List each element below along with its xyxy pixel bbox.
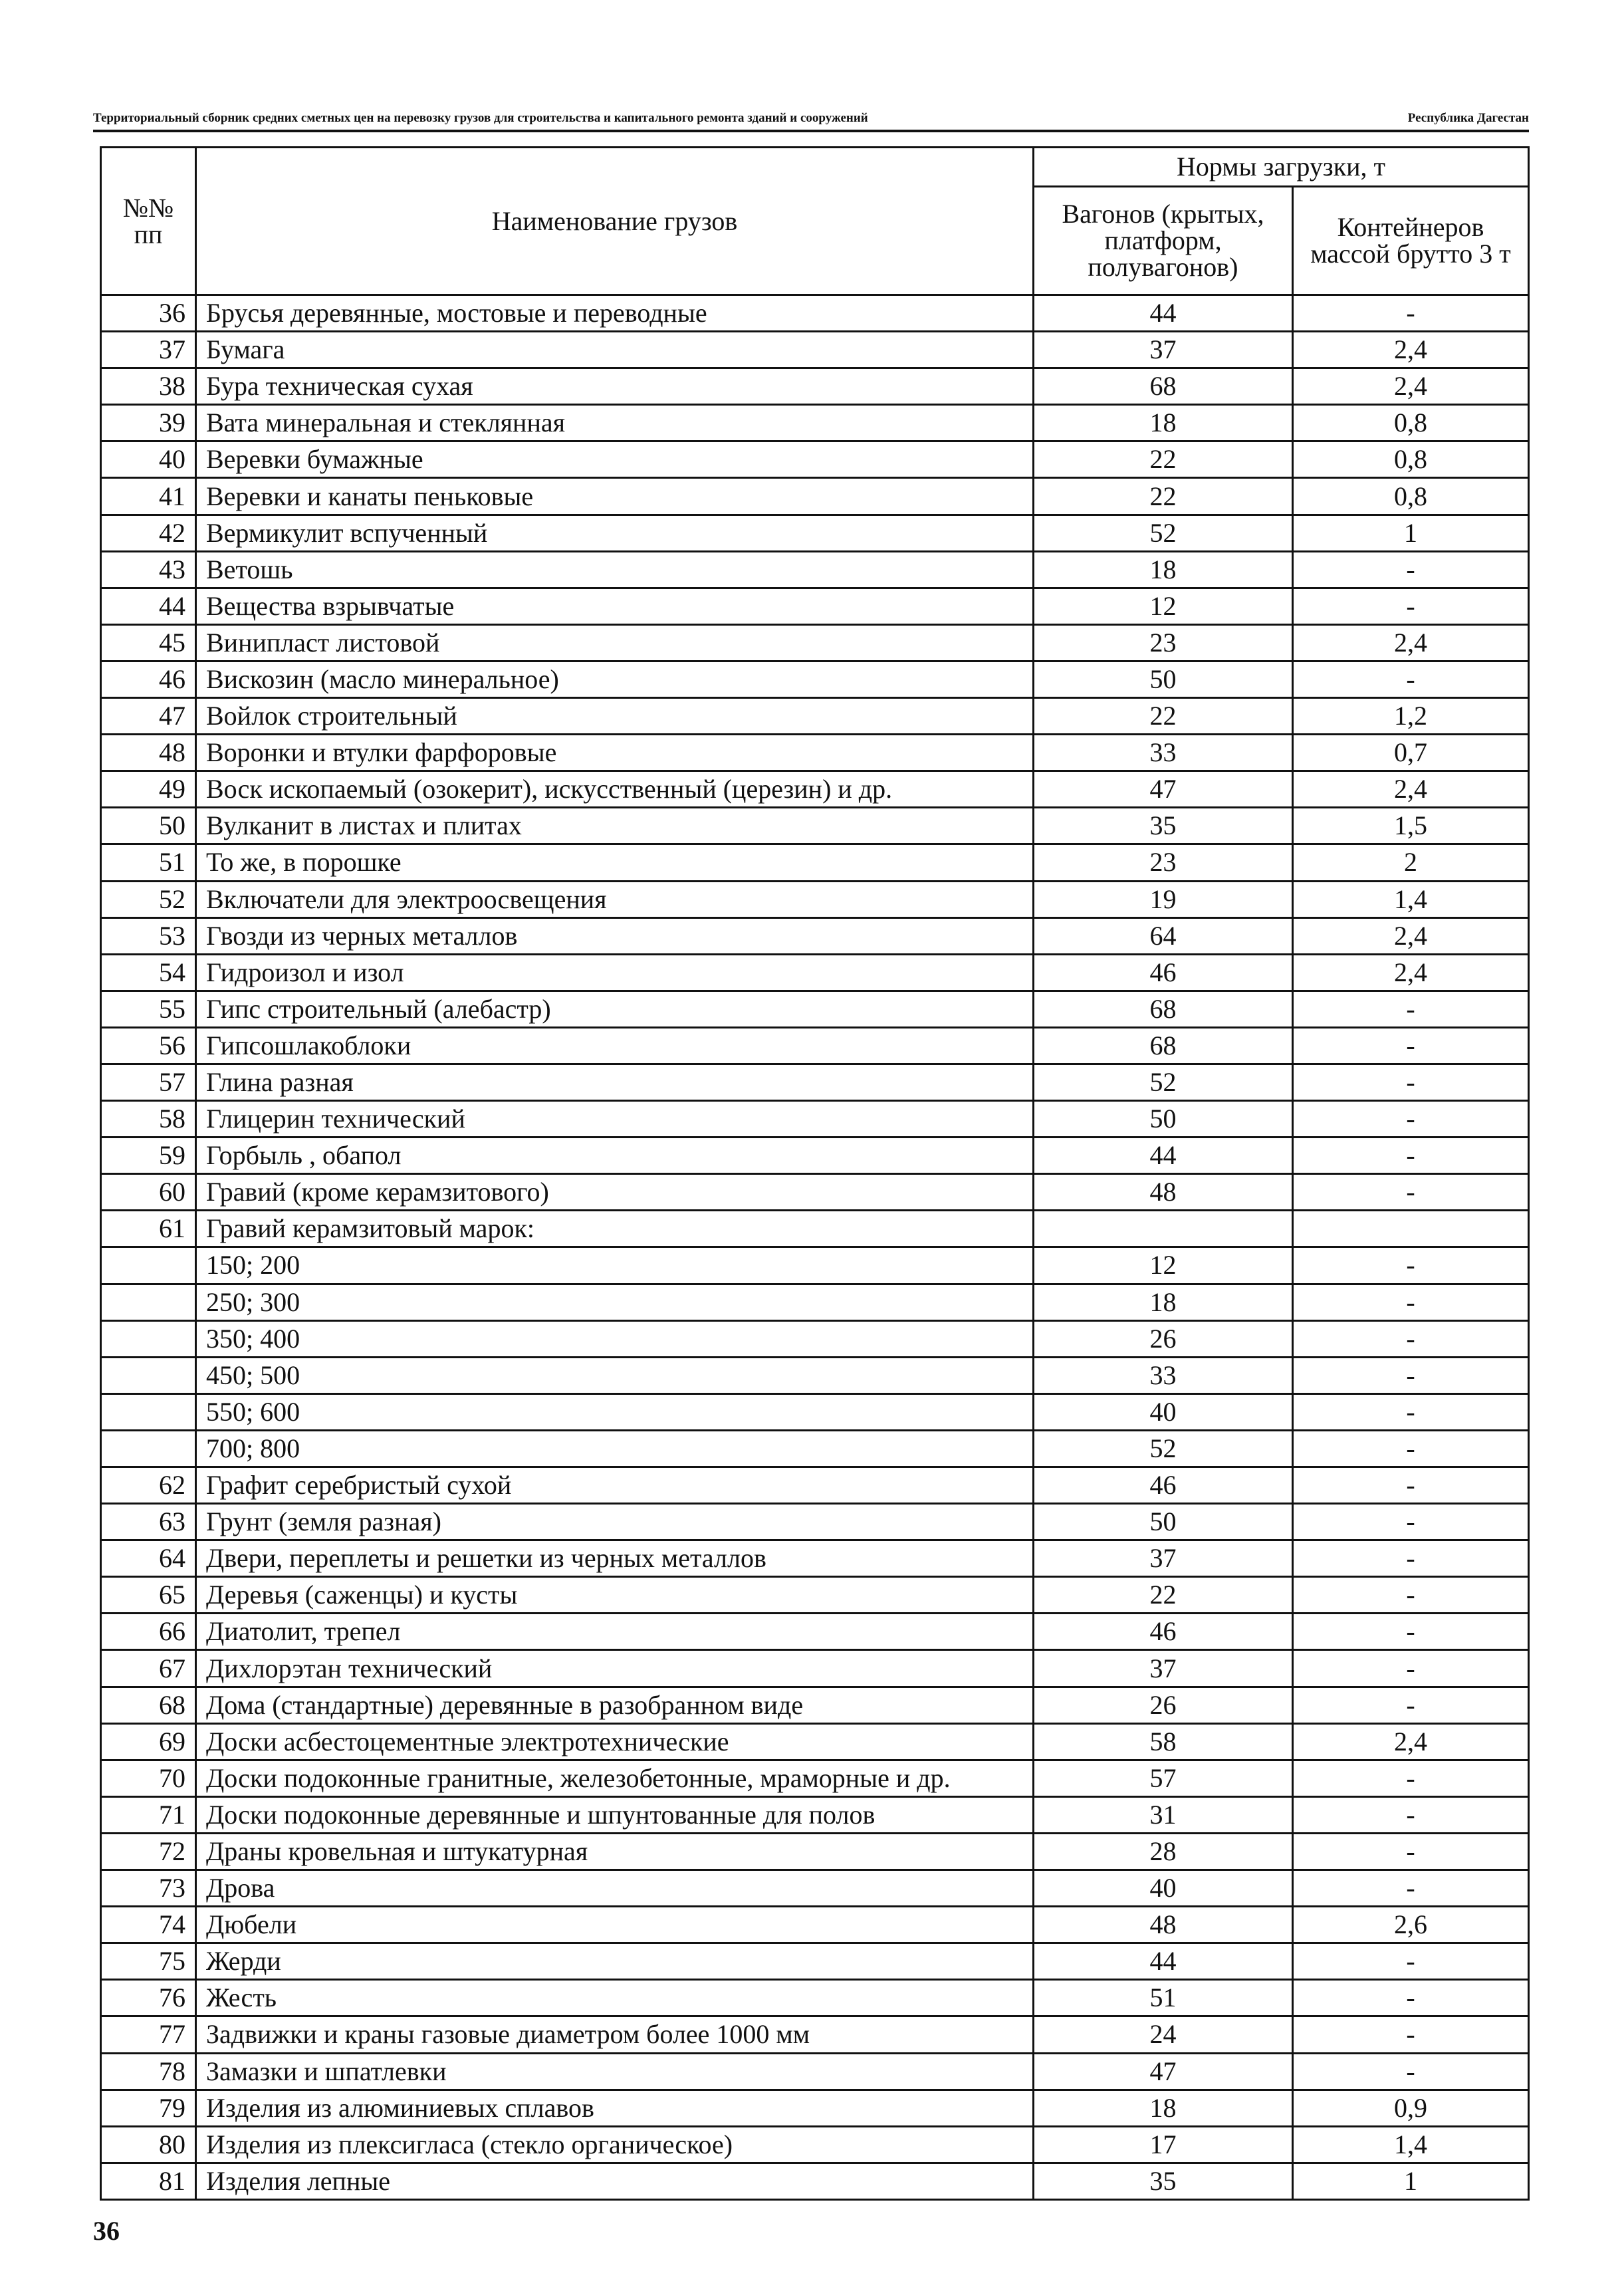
cargo-name-cell: 250; 300 xyxy=(196,1284,1034,1320)
row-number-cell: 70 xyxy=(101,1760,196,1796)
cargo-name-cell: 550; 600 xyxy=(196,1393,1034,1430)
row-number-cell: 60 xyxy=(101,1174,196,1211)
table-row xyxy=(101,698,1529,735)
wagon-norm-cell: 58 xyxy=(1034,1723,1293,1760)
container-norm-cell: 2,4 xyxy=(1293,624,1529,661)
wagon-norm-cell: 22 xyxy=(1034,1577,1293,1614)
container-norm-cell: - xyxy=(1293,991,1529,1027)
container-norm-cell: - xyxy=(1293,1796,1529,1833)
wagon-norm-cell: 22 xyxy=(1034,441,1293,478)
wagon-norm-cell: 48 xyxy=(1034,1174,1293,1211)
row-number-cell: 62 xyxy=(101,1467,196,1504)
table-row xyxy=(101,1687,1529,1723)
row-number-cell: 72 xyxy=(101,1833,196,1869)
container-norm-cell: 1,5 xyxy=(1293,808,1529,844)
cargo-name-cell: Войлок строительный xyxy=(196,698,1034,735)
cargo-name-cell: Доски асбестоцементные электротехнические xyxy=(196,1723,1034,1760)
row-number-cell: 64 xyxy=(101,1540,196,1577)
wagon-norm-cell: 33 xyxy=(1034,1357,1293,1393)
table-row xyxy=(101,2090,1529,2126)
table-row xyxy=(101,478,1529,515)
table-row xyxy=(101,808,1529,844)
cargo-name-cell: Воронки и втулки фарфоровые xyxy=(196,735,1034,771)
row-number-cell: 58 xyxy=(101,1101,196,1138)
container-norm-cell: - xyxy=(1293,1027,1529,1064)
cargo-name-cell: Веревки и канаты пеньковые xyxy=(196,478,1034,515)
wagon-norm-cell: 46 xyxy=(1034,1614,1293,1650)
table-row xyxy=(101,1614,1529,1650)
container-norm-cell: - xyxy=(1293,1980,1529,2016)
wagon-norm-cell: 37 xyxy=(1034,1540,1293,1577)
table-row xyxy=(101,588,1529,624)
container-norm-cell: 1 xyxy=(1293,2163,1529,2199)
cargo-name-cell: Ветошь xyxy=(196,551,1034,588)
cargo-name-cell: Гипсошлакоблоки xyxy=(196,1027,1034,1064)
wagon-norm-cell: 12 xyxy=(1034,588,1293,624)
container-norm-cell: - xyxy=(1293,1467,1529,1504)
container-norm-cell: - xyxy=(1293,1064,1529,1100)
cargo-name-cell: Графит серебристый сухой xyxy=(196,1467,1034,1504)
wagon-norm-cell xyxy=(1034,1211,1293,1247)
row-number-cell: 63 xyxy=(101,1504,196,1540)
container-norm-cell: - xyxy=(1293,1943,1529,1980)
wagon-norm-cell: 22 xyxy=(1034,698,1293,735)
row-number-cell: 68 xyxy=(101,1687,196,1723)
cargo-name-cell: Включатели для электроосвещения xyxy=(196,881,1034,917)
table-row xyxy=(101,1907,1529,1943)
row-number-cell: 50 xyxy=(101,808,196,844)
cargo-name-cell: Драны кровельная и штукатурная xyxy=(196,1833,1034,1869)
container-norm-cell: 0,7 xyxy=(1293,735,1529,771)
container-norm-cell: 2,4 xyxy=(1293,917,1529,954)
table-row xyxy=(101,1430,1529,1467)
row-number-cell xyxy=(101,1320,196,1357)
column-header-name: Наименование грузов xyxy=(196,148,1034,295)
cargo-name-cell: Воск ископаемый (озокерит), искусственный (церезин) и др. xyxy=(196,771,1034,808)
container-norm-cell: - xyxy=(1293,1320,1529,1357)
table-row xyxy=(101,1138,1529,1174)
container-norm-cell: 1,2 xyxy=(1293,698,1529,735)
table-row xyxy=(101,771,1529,808)
table-row xyxy=(101,624,1529,661)
cargo-name-cell: Доски подоконные гранитные, железобетонные, мраморные и др. xyxy=(196,1760,1034,1796)
table-row xyxy=(101,2126,1529,2163)
row-number-cell: 38 xyxy=(101,368,196,405)
row-number-cell: 61 xyxy=(101,1211,196,1247)
container-norm-cell: - xyxy=(1293,1357,1529,1393)
wagon-norm-cell: 37 xyxy=(1034,332,1293,368)
wagon-norm-cell: 37 xyxy=(1034,1650,1293,1687)
table-row xyxy=(101,1467,1529,1504)
wagon-norm-cell: 40 xyxy=(1034,1393,1293,1430)
table-row xyxy=(101,1943,1529,1980)
table-body xyxy=(101,295,1529,2200)
container-norm-cell: 2,4 xyxy=(1293,954,1529,991)
row-number-cell: 73 xyxy=(101,1870,196,1907)
table-row xyxy=(101,441,1529,478)
row-number-cell: 51 xyxy=(101,844,196,881)
row-number-cell: 76 xyxy=(101,1980,196,2016)
row-number-cell xyxy=(101,1393,196,1430)
row-number-cell: 59 xyxy=(101,1138,196,1174)
cargo-name-cell: Вулканит в листах и плитах xyxy=(196,808,1034,844)
container-norm-cell: 0,9 xyxy=(1293,2090,1529,2126)
table-row xyxy=(101,1320,1529,1357)
container-norm-cell: 2,6 xyxy=(1293,1907,1529,1943)
wagon-norm-cell: 17 xyxy=(1034,2126,1293,2163)
table-row xyxy=(101,1540,1529,1577)
page-number: 36 xyxy=(93,2216,120,2246)
table-row xyxy=(101,844,1529,881)
container-norm-cell: - xyxy=(1293,1650,1529,1687)
row-number-cell xyxy=(101,1430,196,1467)
row-number-cell: 41 xyxy=(101,478,196,515)
wagon-norm-cell: 26 xyxy=(1034,1320,1293,1357)
wagon-norm-cell: 46 xyxy=(1034,954,1293,991)
wagon-norm-cell: 52 xyxy=(1034,1064,1293,1100)
wagon-norm-cell: 18 xyxy=(1034,551,1293,588)
wagon-norm-cell: 18 xyxy=(1034,1284,1293,1320)
container-norm-cell: 0,8 xyxy=(1293,478,1529,515)
container-norm-cell: - xyxy=(1293,1687,1529,1723)
container-norm-cell: - xyxy=(1293,588,1529,624)
row-number-cell: 81 xyxy=(101,2163,196,2199)
wagon-norm-cell: 12 xyxy=(1034,1247,1293,1284)
cargo-name-cell: Глина разная xyxy=(196,1064,1034,1100)
row-number-cell: 53 xyxy=(101,917,196,954)
table-row xyxy=(101,954,1529,991)
row-number-cell: 40 xyxy=(101,441,196,478)
table-row xyxy=(101,1393,1529,1430)
table-row xyxy=(101,1284,1529,1320)
wagon-norm-cell: 64 xyxy=(1034,917,1293,954)
wagon-norm-cell: 47 xyxy=(1034,2053,1293,2090)
wagon-norm-cell: 52 xyxy=(1034,1430,1293,1467)
container-norm-cell: - xyxy=(1293,2053,1529,2090)
row-number-cell: 67 xyxy=(101,1650,196,1687)
cargo-name-cell: Бумага xyxy=(196,332,1034,368)
cargo-name-cell: Брусья деревянные, мостовые и переводные xyxy=(196,295,1034,332)
cargo-name-cell: Гравий (кроме керамзитового) xyxy=(196,1174,1034,1211)
cargo-name-cell: Замазки и шпатлевки xyxy=(196,2053,1034,2090)
wagon-norm-cell: 18 xyxy=(1034,405,1293,441)
wagon-norm-cell: 50 xyxy=(1034,661,1293,697)
row-number-cell: 77 xyxy=(101,2016,196,2053)
cargo-name-cell: Доски подоконные деревянные и шпунтованные для полов xyxy=(196,1796,1034,1833)
container-norm-cell: 2 xyxy=(1293,844,1529,881)
table-row xyxy=(101,1833,1529,1869)
row-number-cell: 78 xyxy=(101,2053,196,2090)
table-row xyxy=(101,368,1529,405)
header-region: Республика Дагестан xyxy=(1407,111,1529,125)
cargo-name-cell: Вермикулит вспученный xyxy=(196,515,1034,551)
row-number-cell: 47 xyxy=(101,698,196,735)
row-number-cell: 46 xyxy=(101,661,196,697)
wagon-norm-cell: 50 xyxy=(1034,1504,1293,1540)
table-row xyxy=(101,1650,1529,1687)
container-norm-cell: 2,4 xyxy=(1293,332,1529,368)
container-norm-cell: 1,4 xyxy=(1293,881,1529,917)
row-number-cell xyxy=(101,1247,196,1284)
table-row xyxy=(101,2163,1529,2199)
container-norm-cell: - xyxy=(1293,295,1529,332)
row-number-cell: 36 xyxy=(101,295,196,332)
column-group-load-norms: Нормы загрузки, т xyxy=(1034,148,1529,187)
row-number-cell: 69 xyxy=(101,1723,196,1760)
table-row xyxy=(101,1027,1529,1064)
table-row xyxy=(101,1357,1529,1393)
cargo-name-cell: Жесть xyxy=(196,1980,1034,2016)
table-row xyxy=(101,1504,1529,1540)
wagon-norm-cell: 28 xyxy=(1034,1833,1293,1869)
cargo-name-cell: Жерди xyxy=(196,1943,1034,1980)
row-number-cell: 42 xyxy=(101,515,196,551)
row-number-cell: 56 xyxy=(101,1027,196,1064)
table-row xyxy=(101,1247,1529,1284)
table-row xyxy=(101,881,1529,917)
table-row xyxy=(101,405,1529,441)
wagon-norm-cell: 40 xyxy=(1034,1870,1293,1907)
cargo-name-cell: 150; 200 xyxy=(196,1247,1034,1284)
cargo-name-cell: Гвозди из черных металлов xyxy=(196,917,1034,954)
container-norm-cell: - xyxy=(1293,551,1529,588)
cargo-load-norms-table xyxy=(100,146,1530,2201)
cargo-name-cell: Вискозин (масло минеральное) xyxy=(196,661,1034,697)
container-norm-cell: - xyxy=(1293,1393,1529,1430)
header-title: Территориальный сборник средних сметных цен на перевозку грузов для строительства и капитального ремонта зданий и сооружений xyxy=(93,111,868,125)
cargo-name-cell: 700; 800 xyxy=(196,1430,1034,1467)
cargo-name-cell: Дома (стандартные) деревянные в разобранном виде xyxy=(196,1687,1034,1723)
container-norm-cell: - xyxy=(1293,1138,1529,1174)
wagon-norm-cell: 44 xyxy=(1034,1138,1293,1174)
container-norm-cell: - xyxy=(1293,1247,1529,1284)
cargo-name-cell: Веревки бумажные xyxy=(196,441,1034,478)
container-norm-cell: - xyxy=(1293,1174,1529,1211)
cargo-name-cell: Гидроизол и изол xyxy=(196,954,1034,991)
cargo-name-cell: Изделия из плексигласа (стекло органическое) xyxy=(196,2126,1034,2163)
table-row xyxy=(101,1174,1529,1211)
cargo-name-cell: Вещества взрывчатые xyxy=(196,588,1034,624)
container-norm-cell: 2,4 xyxy=(1293,368,1529,405)
container-norm-cell: 1 xyxy=(1293,515,1529,551)
wagon-norm-cell: 22 xyxy=(1034,478,1293,515)
container-norm-cell: - xyxy=(1293,1284,1529,1320)
wagon-norm-cell: 52 xyxy=(1034,515,1293,551)
wagon-norm-cell: 57 xyxy=(1034,1760,1293,1796)
row-number-cell: 55 xyxy=(101,991,196,1027)
cargo-name-cell: Изделия лепные xyxy=(196,2163,1034,2199)
table-row xyxy=(101,1101,1529,1138)
cargo-name-cell: Винипласт листовой xyxy=(196,624,1034,661)
wagon-norm-cell: 46 xyxy=(1034,1467,1293,1504)
wagon-norm-cell: 68 xyxy=(1034,991,1293,1027)
row-number-cell: 52 xyxy=(101,881,196,917)
wagon-norm-cell: 26 xyxy=(1034,1687,1293,1723)
row-number-cell: 54 xyxy=(101,954,196,991)
wagon-norm-cell: 48 xyxy=(1034,1907,1293,1943)
wagon-norm-cell: 68 xyxy=(1034,368,1293,405)
table-row xyxy=(101,1577,1529,1614)
wagon-norm-cell: 47 xyxy=(1034,771,1293,808)
row-number-cell: 44 xyxy=(101,588,196,624)
cargo-name-cell: Дюбели xyxy=(196,1907,1034,1943)
cargo-name-cell: 350; 400 xyxy=(196,1320,1034,1357)
row-number-cell xyxy=(101,1357,196,1393)
container-norm-cell xyxy=(1293,1211,1529,1247)
container-norm-cell: 2,4 xyxy=(1293,1723,1529,1760)
container-norm-cell: - xyxy=(1293,1430,1529,1467)
cargo-name-cell: Диатолит, трепел xyxy=(196,1614,1034,1650)
table-row xyxy=(101,551,1529,588)
wagon-norm-cell: 35 xyxy=(1034,808,1293,844)
table-row xyxy=(101,991,1529,1027)
table-row xyxy=(101,515,1529,551)
table-row xyxy=(101,2053,1529,2090)
wagon-norm-cell: 50 xyxy=(1034,1101,1293,1138)
row-number-cell: 75 xyxy=(101,1943,196,1980)
container-norm-cell: - xyxy=(1293,1577,1529,1614)
column-header-containers: Контейнеров массой брутто 3 т xyxy=(1293,187,1529,295)
wagon-norm-cell: 44 xyxy=(1034,295,1293,332)
row-number-cell: 80 xyxy=(101,2126,196,2163)
table-row xyxy=(101,917,1529,954)
row-number-cell: 49 xyxy=(101,771,196,808)
table-row xyxy=(101,735,1529,771)
table-row xyxy=(101,1980,1529,2016)
wagon-norm-cell: 18 xyxy=(1034,2090,1293,2126)
column-header-wagons: Вагонов (крытых, платформ, полувагонов) xyxy=(1034,187,1293,295)
cargo-name-cell: Грунт (земля разная) xyxy=(196,1504,1034,1540)
container-norm-cell: 0,8 xyxy=(1293,405,1529,441)
row-number-cell: 45 xyxy=(101,624,196,661)
table-row xyxy=(101,1870,1529,1907)
cargo-name-cell: Глицерин технический xyxy=(196,1101,1034,1138)
table-row xyxy=(101,2016,1529,2053)
row-number-cell: 43 xyxy=(101,551,196,588)
table-row xyxy=(101,1723,1529,1760)
table-row xyxy=(101,1064,1529,1100)
container-norm-cell: - xyxy=(1293,1504,1529,1540)
row-number-cell: 65 xyxy=(101,1577,196,1614)
container-norm-cell: - xyxy=(1293,1870,1529,1907)
table-row xyxy=(101,661,1529,697)
cargo-name-cell: То же, в порошке xyxy=(196,844,1034,881)
container-norm-cell: - xyxy=(1293,1540,1529,1577)
row-number-cell xyxy=(101,1284,196,1320)
cargo-name-cell: Изделия из алюминиевых сплавов xyxy=(196,2090,1034,2126)
wagon-norm-cell: 19 xyxy=(1034,881,1293,917)
table-row xyxy=(101,295,1529,332)
row-number-cell: 74 xyxy=(101,1907,196,1943)
cargo-name-cell: Бура техническая сухая xyxy=(196,368,1034,405)
row-number-cell: 39 xyxy=(101,405,196,441)
row-number-cell: 48 xyxy=(101,735,196,771)
running-header xyxy=(93,103,1529,132)
cargo-name-cell: Задвижки и краны газовые диаметром более 1000 мм xyxy=(196,2016,1034,2053)
table-row xyxy=(101,1211,1529,1247)
wagon-norm-cell: 68 xyxy=(1034,1027,1293,1064)
column-header-number: №№ пп xyxy=(101,148,196,295)
cargo-name-cell: Дихлорэтан технический xyxy=(196,1650,1034,1687)
wagon-norm-cell: 35 xyxy=(1034,2163,1293,2199)
container-norm-cell: - xyxy=(1293,1614,1529,1650)
wagon-norm-cell: 51 xyxy=(1034,1980,1293,2016)
cargo-name-cell: Гипс строительный (алебастр) xyxy=(196,991,1034,1027)
wagon-norm-cell: 23 xyxy=(1034,624,1293,661)
row-number-cell: 37 xyxy=(101,332,196,368)
cargo-name-cell: Гравий керамзитовый марок: xyxy=(196,1211,1034,1247)
cargo-name-cell: Деревья (саженцы) и кусты xyxy=(196,1577,1034,1614)
container-norm-cell: - xyxy=(1293,1101,1529,1138)
row-number-cell: 71 xyxy=(101,1796,196,1833)
table-row xyxy=(101,1796,1529,1833)
container-norm-cell: 2,4 xyxy=(1293,771,1529,808)
wagon-norm-cell: 31 xyxy=(1034,1796,1293,1833)
cargo-name-cell: 450; 500 xyxy=(196,1357,1034,1393)
wagon-norm-cell: 23 xyxy=(1034,844,1293,881)
cargo-name-cell: Горбыль , обапол xyxy=(196,1138,1034,1174)
row-number-cell: 79 xyxy=(101,2090,196,2126)
container-norm-cell: - xyxy=(1293,1833,1529,1869)
wagon-norm-cell: 44 xyxy=(1034,1943,1293,1980)
row-number-cell: 66 xyxy=(101,1614,196,1650)
container-norm-cell: 1,4 xyxy=(1293,2126,1529,2163)
wagon-norm-cell: 33 xyxy=(1034,735,1293,771)
container-norm-cell: - xyxy=(1293,661,1529,697)
row-number-cell: 57 xyxy=(101,1064,196,1100)
cargo-name-cell: Вата минеральная и стеклянная xyxy=(196,405,1034,441)
container-norm-cell: - xyxy=(1293,1760,1529,1796)
cargo-name-cell: Дрова xyxy=(196,1870,1034,1907)
container-norm-cell: 0,8 xyxy=(1293,441,1529,478)
table-row xyxy=(101,332,1529,368)
table-row xyxy=(101,1760,1529,1796)
cargo-name-cell: Двери, переплеты и решетки из черных металлов xyxy=(196,1540,1034,1577)
wagon-norm-cell: 24 xyxy=(1034,2016,1293,2053)
container-norm-cell: - xyxy=(1293,2016,1529,2053)
